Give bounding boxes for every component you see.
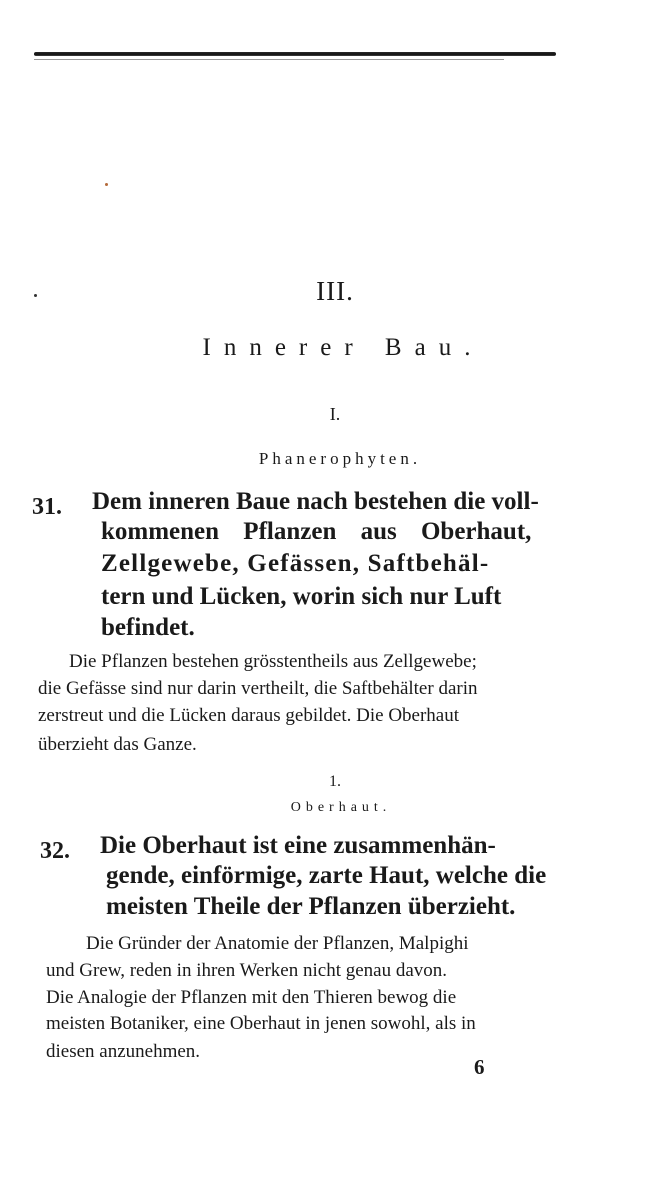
paragraph-number: 32. bbox=[40, 838, 70, 864]
body-line: Die Pflanzen bestehen grösstentheils aus Zellgewebe; bbox=[69, 651, 477, 672]
body-line: meisten Botaniker, eine Oberhaut in jenen sowohl, als in bbox=[46, 1013, 476, 1034]
body-line: überzieht das Ganze. bbox=[38, 734, 197, 755]
paragraph-number: 31. bbox=[32, 494, 62, 520]
thesis-line: Dem inneren Baue nach bestehen die voll- bbox=[92, 488, 539, 515]
thesis-line: befindet. bbox=[101, 614, 195, 641]
body-line: Die Gründer der Anatomie der Pflanzen, Malpighi bbox=[86, 933, 469, 954]
body-line: zerstreut und die Lücken daraus gebildet. Die Oberhaut bbox=[38, 705, 460, 726]
top-rule bbox=[34, 52, 556, 56]
section-numeral: I. bbox=[329, 404, 341, 424]
body-line: Die Analogie der Pflanzen mit den Thieren bewog die bbox=[46, 987, 457, 1008]
subsection-numeral: 1. bbox=[329, 773, 341, 790]
body-line: die Gefässe sind nur darin vertheilt, die Saftbehälter darin bbox=[38, 678, 478, 699]
subsection-title: Oberhaut. bbox=[290, 800, 392, 815]
body-line: diesen anzunehmen. bbox=[46, 1041, 201, 1062]
thesis-line: Die Oberhaut ist eine zusammenhän- bbox=[100, 832, 496, 859]
part-numeral: III. bbox=[316, 276, 354, 306]
body-line: und Grew, reden in ihren Werken nicht genau davon. bbox=[46, 960, 448, 981]
thesis-line: gende, einförmige, zarte Haut, welche die bbox=[106, 862, 547, 889]
thesis-line: kommenen Pflanzen aus Oberhaut, bbox=[101, 518, 532, 545]
part-title: Innerer Bau. bbox=[202, 334, 484, 361]
top-rule-shadow bbox=[34, 59, 504, 60]
page-number: 6 bbox=[474, 1055, 485, 1079]
thesis-line: Zellgewebe, Gefässen, Saftbehäl- bbox=[101, 550, 490, 577]
paper-speck bbox=[105, 183, 108, 186]
thesis-line: tern und Lücken, worin sich nur Luft bbox=[101, 583, 502, 610]
thesis-line: meisten Theile der Pflanzen überzieht. bbox=[106, 893, 516, 920]
section-title: Phanerophyten. bbox=[258, 449, 422, 468]
